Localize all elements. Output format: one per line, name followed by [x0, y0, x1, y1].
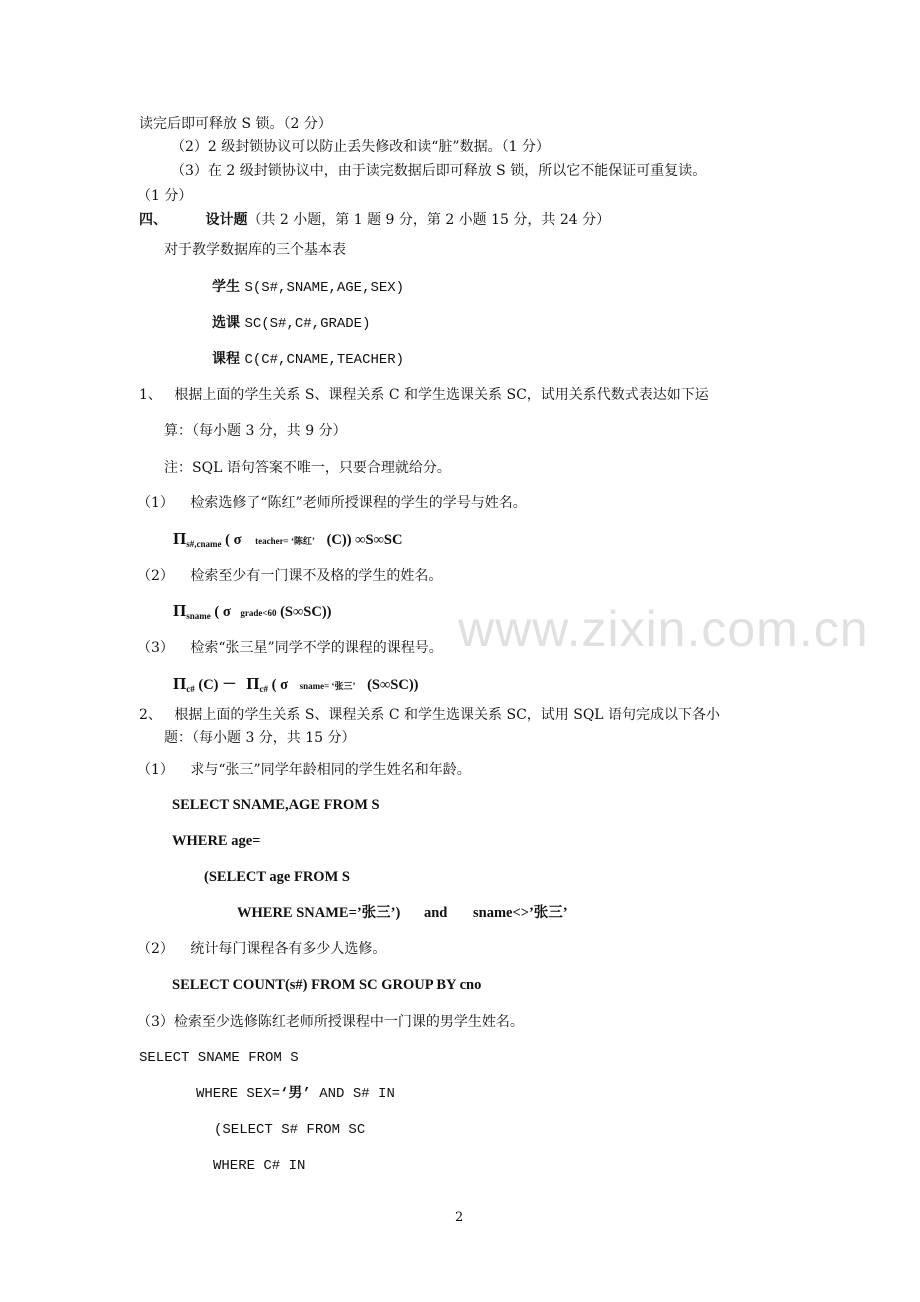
expression-rest: (C)) ∞S∞SC	[326, 532, 403, 548]
expression-rest: (S∞SC))	[367, 677, 419, 693]
sql-line: WHERE age=	[172, 833, 261, 849]
sql-fragment: WHERE SNAME=’张三’)	[237, 905, 401, 921]
sql-line: (SELECT age FROM S	[204, 869, 350, 885]
expression-rest: (S∞SC))	[280, 604, 332, 620]
subquestion-text: 检索“张三星”同学不学的课程的课程号。	[190, 640, 443, 656]
question-2	[139, 705, 720, 725]
sql-fragment: sname<>’张三’	[472, 905, 568, 921]
page-number: 2	[455, 1210, 464, 1225]
relational-algebra-expression	[173, 529, 402, 554]
selection-condition: sname= ‘张三’	[299, 681, 356, 691]
sql-literal: ‘男’	[280, 1086, 311, 1102]
relational-algebra-expression	[173, 674, 419, 699]
sql-keyword: and	[423, 905, 448, 921]
subquestion-text: 统计每门课程各有多少人选修。	[190, 941, 387, 957]
relational-algebra-expression	[173, 601, 332, 626]
question-text: 根据上面的学生关系 S、课程关系 C 和学生选课关系 SC，试用关系代数式表达如下运	[174, 387, 709, 403]
schema-def: C(C#,CNAME,TEACHER)	[244, 352, 405, 368]
section-title: 设计题	[205, 212, 248, 228]
sql-fragment: WHERE SEX=	[196, 1086, 281, 1102]
sql-line: (SELECT S# FROM SC	[214, 1122, 366, 1138]
schema-label: 选课	[212, 315, 240, 331]
subquestion-number: （2）	[137, 941, 174, 957]
question-number: 1、	[139, 387, 162, 403]
subquestion	[137, 638, 443, 658]
schema-label: 学生	[212, 279, 240, 295]
subquestion	[137, 760, 471, 780]
sql-line: SELECT SNAME,AGE FROM S	[172, 797, 380, 813]
schema-def: S(S#,SNAME,AGE,SEX)	[244, 280, 405, 296]
intro-text: 对于教学数据库的三个基本表	[164, 242, 346, 258]
subquestion	[137, 566, 442, 586]
projection-attributes: c#	[259, 684, 268, 694]
selection-symbol: ( σ	[271, 677, 288, 693]
sql-line: WHERE C# IN	[213, 1158, 306, 1174]
table-schema-course-selection	[212, 313, 370, 334]
projection-symbol: Π	[173, 529, 187, 548]
selection-symbol: ( σ	[214, 604, 231, 620]
sql-line	[196, 1084, 395, 1104]
subquestion-number: （1）	[137, 762, 174, 778]
expression-part: (C) －	[198, 677, 237, 693]
schema-label: 课程	[212, 351, 240, 367]
subquestion	[137, 493, 527, 513]
subquestion-number: （1）	[137, 495, 174, 511]
question-number: 2、	[139, 707, 162, 723]
watermark: www.zixin.com.cn	[458, 601, 869, 657]
sql-fragment: AND S# IN	[310, 1086, 395, 1102]
schema-def: SC(S#,C#,GRADE)	[244, 316, 371, 332]
subquestion-text: 求与“张三”同学年龄相同的学生姓名和年龄。	[190, 762, 471, 778]
projection-symbol: Π	[173, 601, 187, 620]
text-line: 读完后即可释放 S 锁。（2 分）	[139, 116, 332, 132]
text-line: （1 分）	[137, 188, 193, 204]
section-detail: （共 2 小题，第 1 题 9 分，第 2 小题 15 分，共 24 分）	[247, 212, 611, 228]
projection-attributes: s#,cname	[186, 539, 222, 549]
sql-line: SELECT COUNT(s#) FROM SC GROUP BY cno	[172, 977, 482, 993]
selection-condition: grade<60	[240, 608, 277, 618]
subquestion-number: （2）	[137, 568, 174, 584]
subquestion: （3）检索至少选修陈红老师所授课程中一门课的男学生姓名。	[137, 1014, 524, 1030]
subquestion	[137, 939, 386, 959]
subquestion-number: （3）	[137, 640, 174, 656]
sql-line	[237, 903, 568, 923]
question-text: 根据上面的学生关系 S、课程关系 C 和学生选课关系 SC，试用 SQL 语句完成以下各小	[174, 707, 721, 723]
question-1	[139, 385, 709, 405]
selection-symbol: ( σ	[225, 532, 242, 548]
text-line: （2）2 级封锁协议可以防止丢失修改和读“脏”数据。（1 分）	[171, 139, 550, 155]
table-schema-course	[212, 349, 404, 370]
text-line: 算：（每小题 3 分，共 9 分）	[164, 423, 347, 439]
section-number: 四、	[139, 212, 167, 228]
subquestion-text: 检索选修了“陈红”老师所授课程的学生的学号与姓名。	[190, 495, 527, 511]
projection-symbol: Π	[173, 674, 187, 693]
section-heading	[139, 210, 610, 230]
sql-line: SELECT SNAME FROM S	[139, 1050, 299, 1066]
projection-attributes: sname	[186, 611, 211, 621]
text-line: 题：（每小题 3 分，共 15 分）	[164, 730, 356, 746]
text-line: （3）在 2 级封锁协议中，由于读完数据后即可释放 S 锁，所以它不能保证可重复读。	[171, 163, 707, 179]
table-schema-student	[212, 277, 404, 298]
subquestion-text: 检索至少有一门课不及格的学生的姓名。	[190, 568, 443, 584]
projection-attributes: c#	[186, 684, 195, 694]
selection-condition: teacher= ‘陈红’	[255, 536, 315, 546]
note-text: 注：SQL 语句答案不唯一，只要合理就给分。	[164, 460, 451, 476]
projection-symbol: Π	[246, 674, 260, 693]
